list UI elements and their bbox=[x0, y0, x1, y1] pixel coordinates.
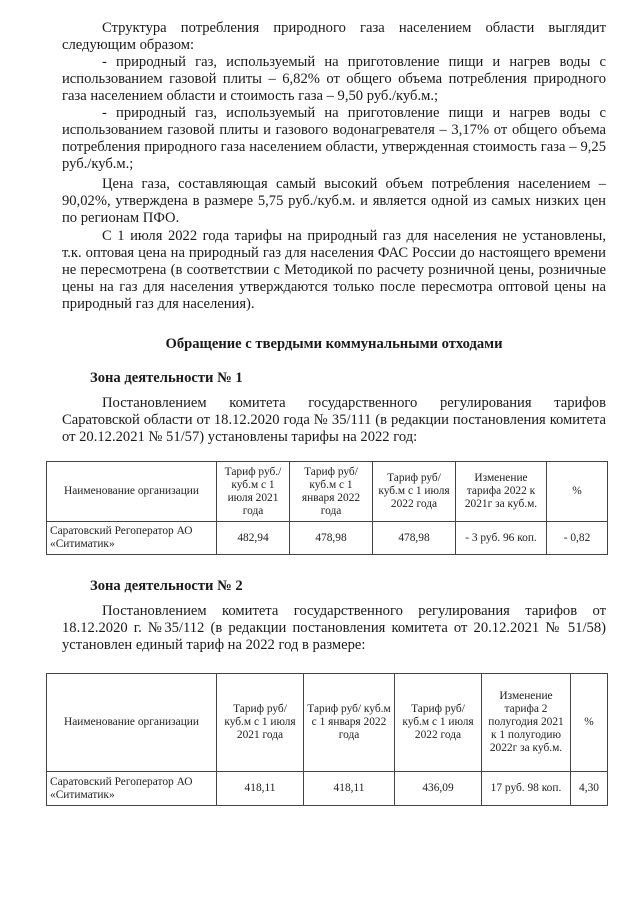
table-header-cell: Тариф руб/ куб.м с 1 января 2022 года bbox=[290, 462, 373, 522]
zone1-text: Постановлением комитета государственного регулирования тарифов Саратовской области от 18.12.2020 года № 35/111 (в редакции постановления комитета от 20.12.2021 № 51/57) установлены тарифы на 2022 год: bbox=[62, 395, 606, 445]
table-header-cell: Наименование организации bbox=[47, 674, 217, 772]
table-cell: 418,11 bbox=[304, 772, 395, 806]
table-header-cell: % bbox=[547, 462, 608, 522]
section-heading: Обращение с твердыми коммунальными отходами bbox=[165, 336, 503, 352]
table-cell: 436,09 bbox=[395, 772, 482, 806]
table-header-cell: Изменение тарифа 2 полугодия 2021 к 1 полугодию 2022г за куб.м. bbox=[482, 674, 571, 772]
table-cell: - 3 руб. 96 коп. bbox=[456, 522, 547, 555]
table-cell-organization: Саратовский Регоператор АО «Ситиматик» bbox=[47, 772, 217, 806]
table-cell: 482,94 bbox=[217, 522, 290, 555]
table-header-row bbox=[47, 674, 608, 772]
paragraph-july-tariffs: С 1 июля 2022 года тарифы на природный газ для населения не установлены, т.к. оптовая цена на природный газ для населения ФАС России до настоящего времени не пересмотрена (в соответствии с Методикой по расчету розничной цены, розничные цены на газ для населения утверждаются только после пересмотра оптовой цены на природный газ для населения). bbox=[62, 228, 606, 312]
zone2-text: Постановлением комитета государственного регулирования тарифов от 18.12.2020 г. №35/112 (в редакции постановления комитета от 20.12.2021 № 51/58) установлен единый тариф на 2022 год в размере: bbox=[62, 603, 606, 653]
table-header-cell: Тариф руб/ куб.м с 1 июля 2022 года bbox=[395, 674, 482, 772]
table-header-cell: Изменение тарифа 2022 к 2021г за куб.м. bbox=[456, 462, 547, 522]
paragraph-gas-price: Цена газа, составляющая самый высокий объем потребления населением – 90,02%, утверждена в размере 5,75 руб./куб.м. и является одной из самых низких цен по регионам ПФО. bbox=[62, 176, 606, 226]
table-cell: 4,30 bbox=[571, 772, 608, 806]
table-header-cell: % bbox=[571, 674, 608, 772]
table-header-row bbox=[47, 462, 608, 522]
table-row bbox=[47, 772, 608, 806]
table-cell: 478,98 bbox=[373, 522, 456, 555]
zone1-tariff-table bbox=[46, 461, 608, 555]
table-cell: 478,98 bbox=[290, 522, 373, 555]
table-cell: 17 руб. 98 коп. bbox=[482, 772, 571, 806]
table-header-cell: Тариф руб/ куб.м с 1 июля 2022 года bbox=[373, 462, 456, 522]
table-header-cell: Тариф руб/ куб.м с 1 июля 2021 года bbox=[217, 674, 304, 772]
zone2-tariff-table bbox=[46, 673, 608, 806]
table-header-cell: Тариф руб./ куб.м с 1 июля 2021 года bbox=[217, 462, 290, 522]
table-cell: 418,11 bbox=[217, 772, 304, 806]
table-cell: - 0,82 bbox=[547, 522, 608, 555]
zone1-title: Зона деятельности № 1 bbox=[90, 370, 243, 386]
paragraph-gas-water-heater: - природный газ, используемый на приготовление пищи и нагрев воды с использованием газовой плиты и газового водонагревателя – 3,17% от общего объема потребления природного газа населением области, утвержденная стоимость газа – 9,25 руб./куб.м.; bbox=[62, 105, 606, 172]
zone2-title: Зона деятельности № 2 bbox=[90, 578, 243, 594]
table-header-cell: Тариф руб/ куб.м с 1 января 2022 года bbox=[304, 674, 395, 772]
paragraph-structure-intro: Структура потребления природного газа населением области выглядит следующим образом: bbox=[62, 20, 606, 53]
table-row bbox=[47, 522, 608, 555]
paragraph-gas-stove: - природный газ, используемый на приготовление пищи и нагрев воды с использованием газовой плиты – 6,82% от общего объема потребления природного газа населением области и стоимость газа – 9,50 руб./куб.м.; bbox=[62, 54, 606, 104]
table-cell-organization: Саратовский Регоператор АО «Ситиматик» bbox=[47, 522, 217, 555]
table-header-cell: Наименование организации bbox=[47, 462, 217, 522]
